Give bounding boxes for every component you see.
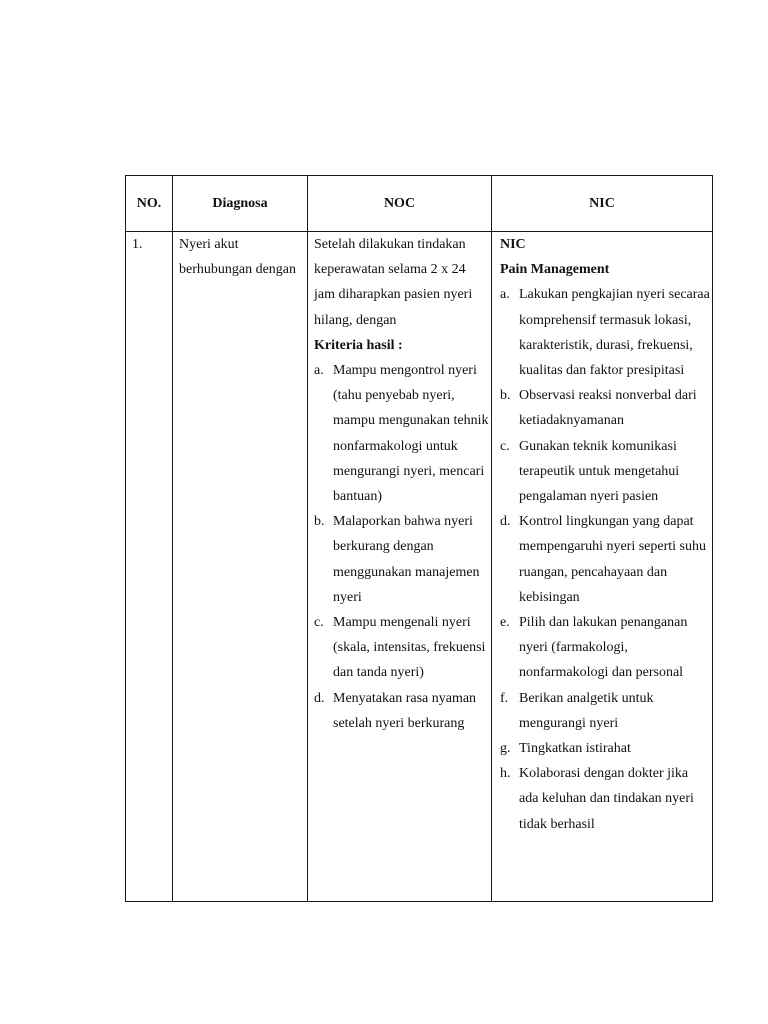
list-marker: c.: [314, 615, 324, 631]
nic-subtitle: Pain Management: [500, 262, 610, 278]
cell-noc: [308, 232, 492, 902]
list-item-text: Berikan analgetik untuk mengurangi nyeri: [519, 690, 654, 731]
list-item-text: Menyatakan rasa nyaman setelah nyeri berkurang: [333, 690, 477, 731]
nic-intervention-item: [500, 686, 710, 736]
list-item-text: Observasi reaksi nonverbal dari ketiadaknyamanan: [519, 388, 697, 429]
header-nic: NIC: [492, 176, 713, 232]
noc-criteria-item: [314, 686, 489, 736]
list-marker: c.: [500, 438, 510, 454]
noc-criteria-list: [314, 358, 489, 736]
header-noc: NOC: [308, 176, 492, 232]
noc-kriteria-title: Kriteria hasil :: [314, 337, 403, 353]
nic-intervention-item: [500, 434, 710, 510]
nic-intervention-item: [500, 736, 710, 761]
nursing-care-plan-table: [125, 175, 713, 902]
row-number: 1.: [132, 237, 143, 252]
list-marker: b.: [500, 388, 511, 404]
cell-no: [126, 232, 173, 902]
list-marker: d.: [500, 514, 511, 530]
list-item-text: Tingkatkan istirahat: [519, 741, 631, 757]
list-item-text: Lakukan pengkajian nyeri secaraa komprehensif termasuk lokasi, karakteristik, durasi, frekuensi, kualitas dan faktor presipitasi: [519, 287, 710, 379]
list-item-text: Pilih dan lakukan penanganan nyeri (farmakologi, nonfarmakologi dan personal: [519, 615, 688, 681]
list-item-text: Mampu mengontrol nyeri (tahu penyebab nyeri, mampu mengunakan tehnik nonfarmakologi untuk mengurangi nyeri, mencari bantuan): [333, 363, 489, 505]
nic-intervention-item: [500, 509, 710, 610]
nic-intervention-list: [500, 282, 710, 836]
nic-intervention-item: [500, 282, 710, 383]
header-no: NO.: [126, 176, 173, 232]
nic-intervention-item: [500, 761, 710, 837]
list-item-text: Malaporkan bahwa nyeri berkurang dengan menggunakan manajemen nyeri: [333, 514, 480, 605]
diagnosa-text: Nyeri akut berhubungan dengan: [179, 237, 297, 278]
table-row: [126, 232, 713, 902]
cell-diagnosa: [173, 232, 308, 902]
list-item-text: Kolaborasi dengan dokter jika ada keluhan dan tindakan nyeri tidak berhasil: [519, 766, 694, 832]
cell-nic: [492, 232, 713, 902]
list-marker: e.: [500, 615, 510, 631]
list-marker: f.: [500, 690, 509, 706]
list-item-text: Gunakan teknik komunikasi terapeutik untuk mengetahui pengalaman nyeri pasien: [519, 438, 680, 505]
nic-label: NIC: [500, 237, 526, 252]
header-diagnosa: Diagnosa: [173, 176, 308, 232]
list-marker: a.: [314, 363, 324, 379]
nic-intervention-item: [500, 383, 710, 433]
noc-criteria-item: [314, 610, 489, 686]
list-item-text: Kontrol lingkungan yang dapat mempengaruhi nyeri seperti suhu ruangan, pencahayaan dan kebisingan: [519, 514, 707, 605]
noc-intro: Setelah dilakukan tindakan keperawatan selama 2 x 24 jam diharapkan pasien nyeri hilang, dengan: [314, 237, 473, 328]
noc-criteria-item: [314, 358, 489, 509]
noc-criteria-item: [314, 509, 489, 610]
list-marker: b.: [314, 514, 325, 530]
list-marker: h.: [500, 766, 511, 782]
list-marker: g.: [500, 741, 511, 757]
list-marker: a.: [500, 287, 510, 303]
list-marker: d.: [314, 690, 325, 706]
list-item-text: Mampu mengenali nyeri (skala, intensitas, frekuensi dan tanda nyeri): [333, 615, 486, 681]
nic-intervention-item: [500, 610, 710, 686]
table-header-row: [126, 176, 713, 232]
